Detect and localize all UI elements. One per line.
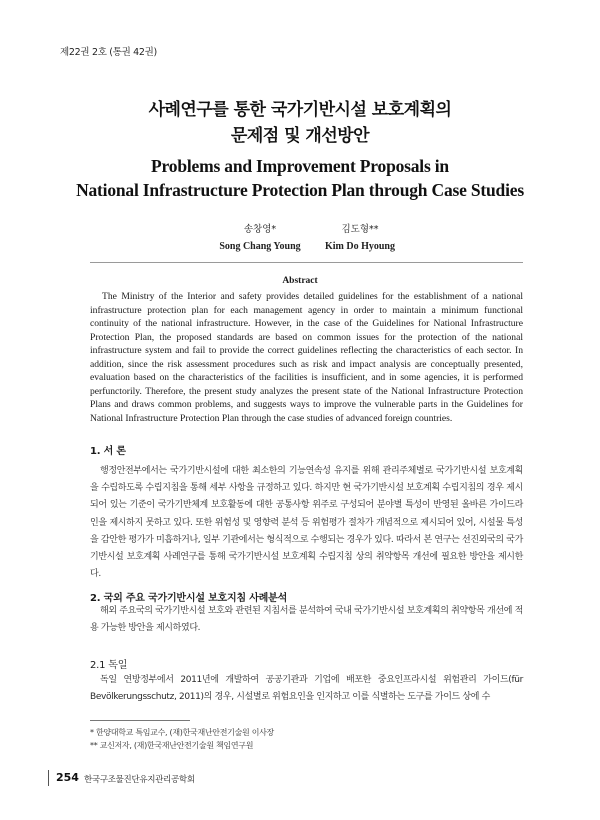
author-1-name-ko: 송창영* (243, 224, 277, 235)
section-2-1-heading: 2.1 독일 (90, 660, 128, 671)
author-2-name-ko: 김도형** (341, 224, 379, 235)
footer-journal-name: 한국구조물진단유지관리공학회 (84, 775, 195, 785)
abstract-heading: Abstract (282, 276, 318, 286)
header-divider (90, 262, 523, 263)
section-1-heading: 1. 서 론 (90, 446, 126, 457)
footnote-1: * 한양대학교 특임교수, (재)한국재난안전기술원 이사장 (90, 728, 274, 737)
footnote-2: ** 교신저자, (재)한국재난안전기술원 책임연구원 (90, 741, 254, 750)
section-1-text: 행정안전부에서는 국가기반시설에 대한 최소한의 기능연속성 유지를 위해 관리주체별로 국가기반시설 보호계획을 수립하도록 수립지침을 통해 세부 사항을 규정하고 있다. 하지만 현 국가기반시설 보호계획 수립지침의 경우 제시되어 있는 기준이 국가기반체계 보호활동에 대한 공통사항 위주로 구성되어 분야별 특성이 반영된 올바른 가이드라인을 제시하지 못하고 있다. 또한 위험성 및 영향력 분석 등 위험평가 절차가 개념적으로 제시되어 있어, 시설물 특성을 감안한 평가가 미흡하거나, 일부 기관에서는 형식적으로 수행되는 경우가 있다. 따라서 본 연구는 선진외국의 국가기반시설 보호계획 사례연구를 통해 국가기반시설 보호계획 수립지침 상의 취약항목 개선에 필요한 방안을 제시한다. (90, 466, 523, 580)
author-2-name-en: Kim Do Hyoung (324, 241, 395, 252)
section-2-text: 해외 주요국의 국가기반시설 보호와 관련된 지침서를 분석하여 국내 국가기반시설 보호계획의 취약항목 개선에 적용 가능한 방안을 제시하였다. (90, 606, 523, 634)
section-2-heading: 2. 국외 주요 국가기반시설 보호지침 사례분석 (90, 593, 288, 604)
title-english-line1: Problems and Improvement Proposals in (151, 156, 449, 176)
title-english-line2: National Infrastructure Protection Plan through Case Studies (76, 180, 524, 200)
author-2 (300, 221, 420, 252)
abstract-text: The Ministry of the Interior and safety provides detailed guidelines for the establishment of a national infrastructure protection plan for each management agency in order to maintain a minimum functional continuity of the national infrastructure. However, in the case of the Guidelines for National Infrastructure Protection Plan, the proposed standards are based on common issues for the protection of the national infrastructure system and fail to provide the correct guidelines reflecting the characteristics of each sector. In addition, since the risk assessment procedures such as risk and impact analysis are conceptually presented, evaluation based on the characteristics of the facilities is insufficient, and in some agencies, it is performed perfunctorily. Therefore, the present study analyzes the present state of the National Infrastructure Protection Plans and draws common problems, and suggests ways to improve the vulnerable parts in the Guidelines for National Infrastructure Protection Plan through the case studies of advanced foreign countries. (90, 291, 523, 424)
author-1-name-en: Song Chang Young (219, 241, 301, 252)
section-2-1-text: 독일 연방정부에서 2011년에 개발하여 공공기관과 기업에 배포한 중요인프라시설 위험관리 가이드(für Bevölkerungsschutz, 2011)의 경우, 시설별로 위험요인을 인지하고 이를 식별하는 도구를 가이드 상에 수 (90, 675, 523, 703)
footer-divider (48, 770, 49, 786)
journal-issue: 제22권 2호 (통권 42권) (60, 47, 157, 58)
page-number: 254 (56, 771, 79, 784)
title-korean-line2: 문제점 및 개선방안 (230, 126, 370, 146)
title-korean-line1: 사례연구를 통한 국가기반시설 보호계획의 (148, 100, 452, 120)
footnote-divider (90, 720, 190, 721)
